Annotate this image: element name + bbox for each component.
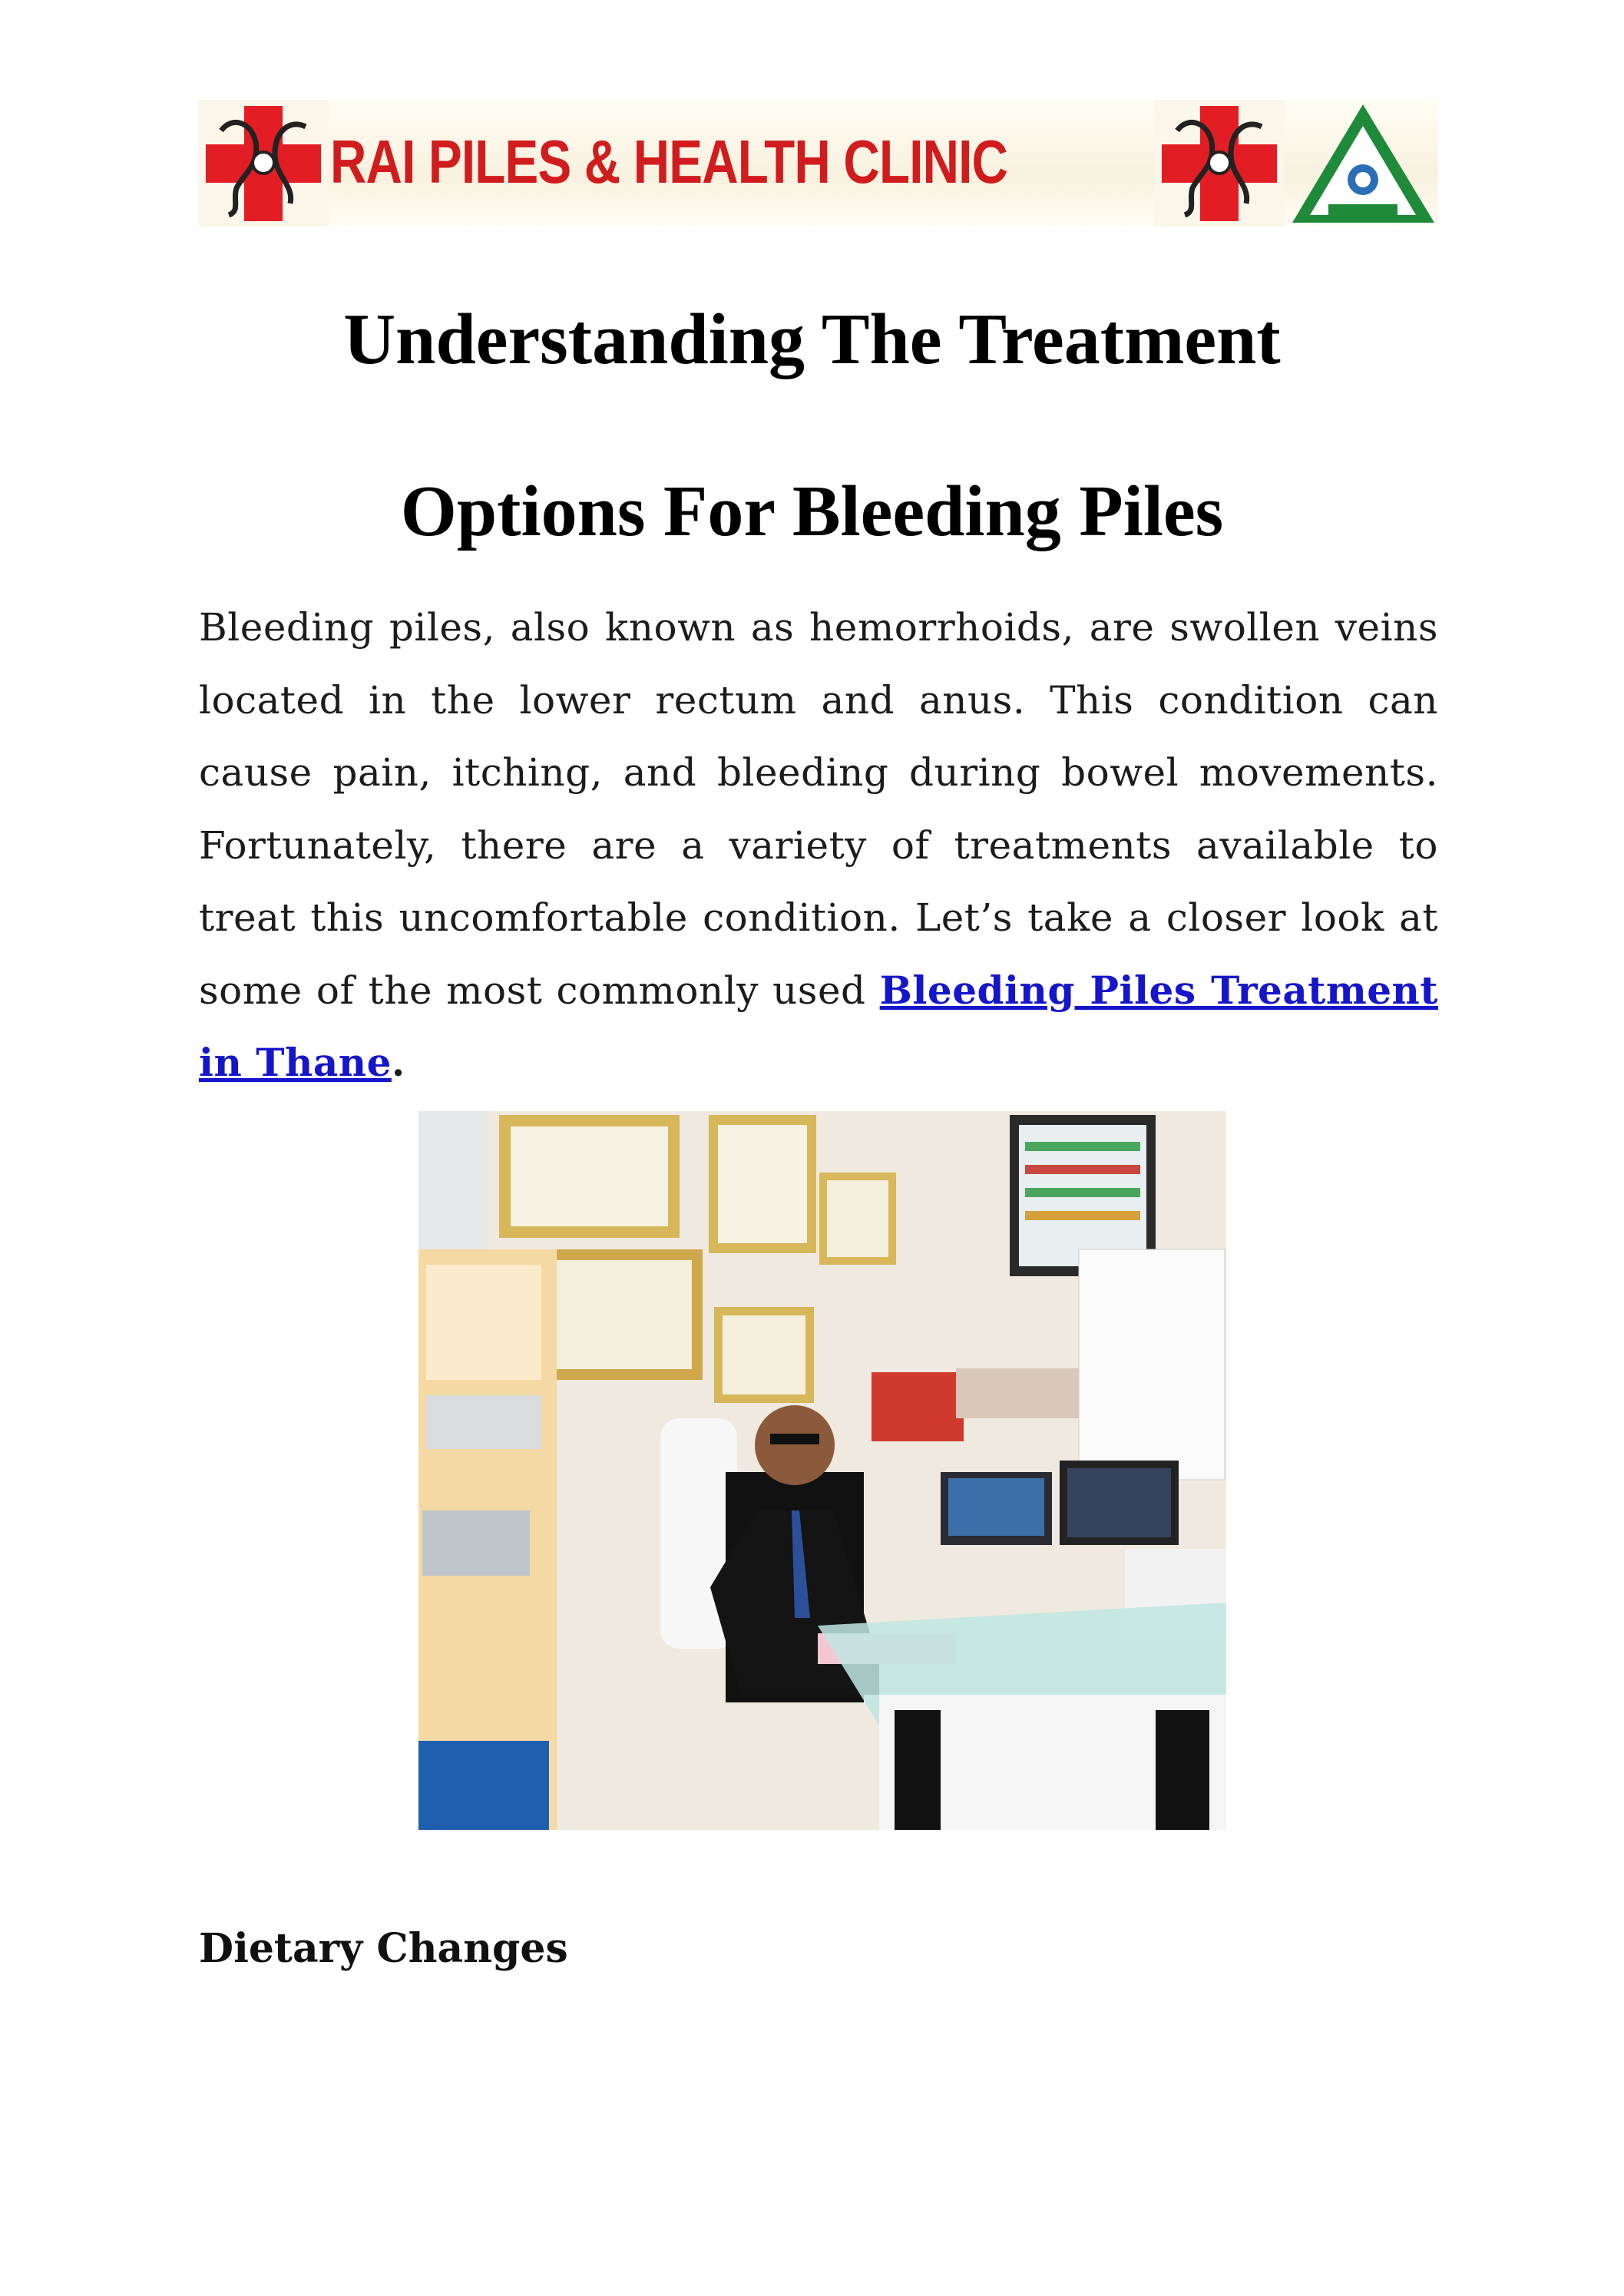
intro-end-period: .	[391, 1040, 405, 1085]
article-title	[154, 253, 1470, 597]
title-line-1: Understanding The Treatment	[343, 299, 1281, 379]
bleeding-piles-treatment-link[interactable]: Bleeding Piles Treatment in Thane	[199, 967, 1438, 1085]
title-line-2: Options For Bleeding Piles	[400, 471, 1224, 551]
photo-illustration	[418, 1111, 1226, 1830]
clinic-name: RAI PILES & HEALTH CLINIC	[330, 127, 1008, 196]
clinic-logo-right-icon	[1154, 100, 1285, 227]
clinic-logo-left-icon	[198, 100, 329, 227]
nabh-certified-badge-icon	[1288, 100, 1438, 227]
clinic-doctor-photo	[418, 1111, 1226, 1830]
intro-text: Bleeding piles, also known as hemorrhoids, are swollen veins located in the lower rectum and anus. This condition can cause pain, itching, and bleeding during bowel movements. Fortunately, there are a variety of treatments available to treat this uncomfortable condition. Let’s take a closer look at some of the most commonly used	[199, 605, 1438, 1013]
clinic-banner	[198, 100, 1438, 227]
section-heading-dietary-changes: Dietary Changes	[199, 1925, 568, 1972]
intro-paragraph	[199, 591, 1438, 1100]
